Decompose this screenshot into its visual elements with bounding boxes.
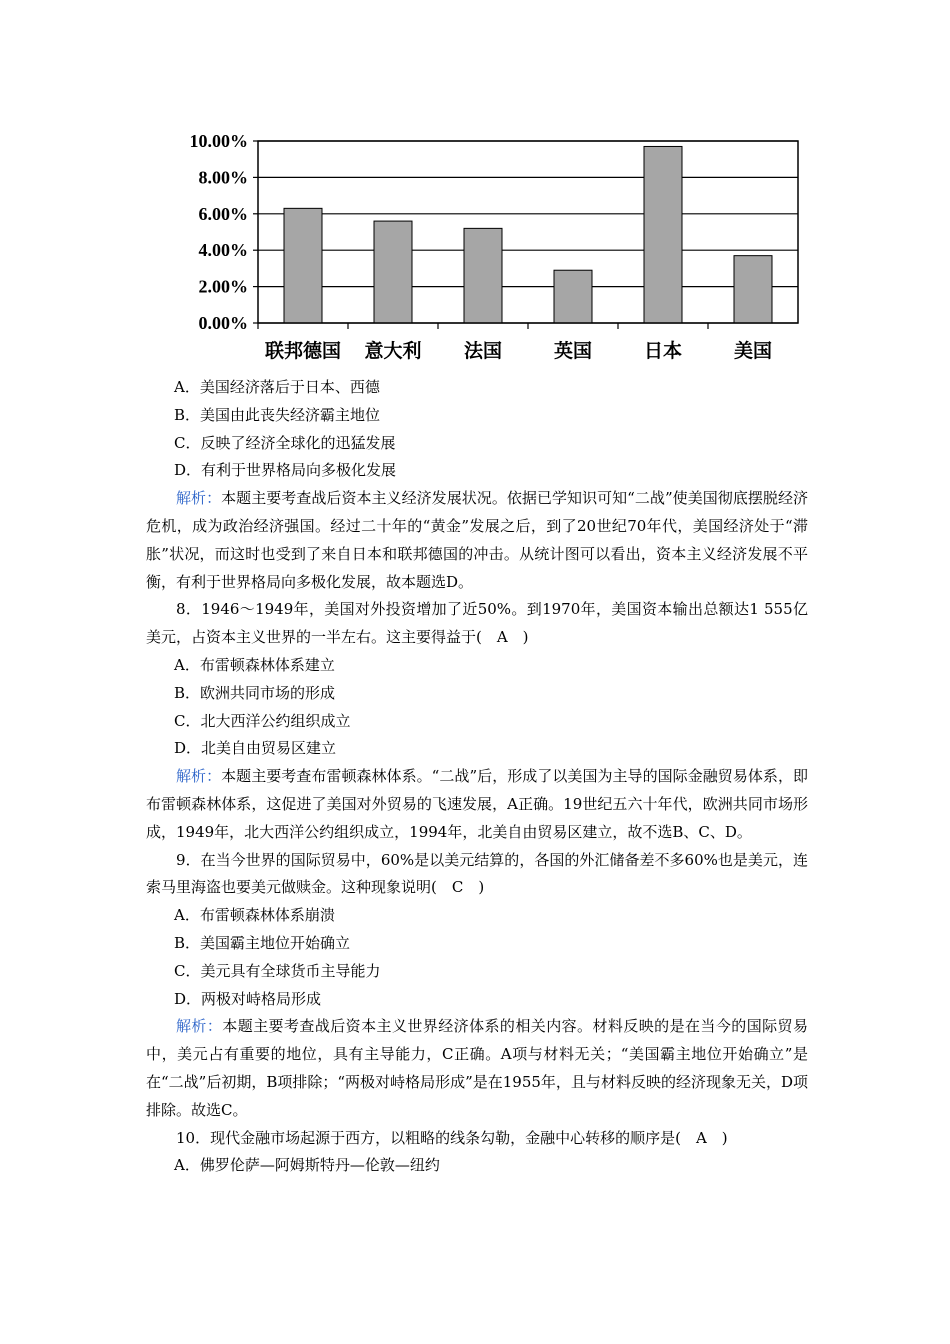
category-label: 意大利	[364, 340, 422, 362]
bar	[734, 256, 772, 323]
category-label: 英国	[553, 340, 593, 362]
chart-bars	[284, 146, 772, 323]
q8-option-c: C．北大西洋公约组织成立	[174, 711, 351, 730]
bar	[644, 146, 682, 323]
q7-analysis-text: 本题主要考查战后资本主义经济发展状况。依据已学知识可知“二战”使美国彻底摆脱经济危机，成为政治经济强国。经过二十年的“黄金”发展之后，到了20世纪70年代，美国经济处于“滞胀”状况，而这时也受到了来自日本和联邦德国的冲击。从统计图可以看出，资本主义经济发展不平衡，有利于世界格局向多极化发展，故本题选D。	[146, 489, 808, 591]
q9-analysis	[146, 1013, 808, 1124]
y-tick-label: 8.00%	[198, 167, 248, 188]
y-tick-label: 4.00%	[198, 240, 248, 261]
category-label: 联邦德国	[264, 340, 342, 362]
q7-option-c: C．反映了经济全球化的迅猛发展	[174, 433, 396, 452]
q7-analysis	[146, 485, 808, 596]
chart-gridlines	[258, 141, 798, 323]
q9-option-c: C．美元具有全球货币主导能力	[174, 961, 381, 980]
q9-option-b: B．美国霸主地位开始确立	[174, 933, 351, 952]
q9-option-a: A．布雷顿森林体系崩溃	[174, 906, 335, 925]
y-tick-label: 2.00%	[198, 276, 248, 297]
q8-option-a: A．布雷顿森林体系建立	[174, 655, 335, 674]
q9-stem: 9．在当今世界的国际贸易中，60%是以美元结算的，各国的外汇储备差不多60%也是美元，连索马里海盗也要美元做赎金。这种现象说明( C )	[146, 850, 808, 897]
q9-option-d: D．两极对峙格局形成	[174, 989, 322, 1008]
q8-analysis-text: 本题主要考查布雷顿森林体系。“二战”后，形成了以美国为主导的国际金融贸易体系，即布雷顿森林体系，这促进了美国对外贸易的飞速发展，A正确。19世纪五六十年代，欧洲共同市场形成，1949年，北大西洋公约组织成立，1994年，北美自由贸易区建立，故不选B、C、D。	[146, 767, 808, 841]
analysis-label: 解析：	[176, 1017, 223, 1036]
x-axis-category-labels	[258, 323, 772, 362]
q8-analysis	[146, 763, 808, 846]
plot-area-border	[258, 141, 798, 323]
y-axis-tick-labels	[190, 131, 259, 333]
q7-option-d: D．有利于世界格局向多极化发展	[174, 461, 397, 480]
y-tick-label: 0.00%	[198, 313, 248, 333]
q9-analysis-text: 本题主要考查战后资本主义世界经济体系的相关内容。材料反映的是在当今的国际贸易中，美元占有重要的地位，具有主导能力，C正确。A项与材料无关；“美国霸主地位开始确立”是在“二战”后初期，B项排除；“两极对峙格局形成”是在1955年，且与材料反映的经济现象无关，D项排除。故选C。	[146, 1017, 808, 1119]
bar	[374, 221, 412, 323]
y-tick-label: 10.00%	[189, 131, 248, 151]
category-label: 美国	[733, 340, 773, 362]
question-content	[146, 374, 808, 1180]
bar-chart	[170, 128, 810, 368]
q8-option-d: D．北美自由贸易区建立	[174, 739, 337, 758]
category-label: 日本	[643, 340, 683, 362]
q10-option-a: A．佛罗伦萨—阿姆斯特丹—伦敦—纽约	[174, 1156, 440, 1175]
q8-option-b: B．欧洲共同市场的形成	[174, 683, 336, 702]
q7-option-b: B．美国由此丧失经济霸主地位	[174, 405, 381, 424]
analysis-label: 解析：	[176, 767, 222, 786]
category-label: 法国	[463, 340, 503, 362]
bar	[284, 208, 322, 323]
y-tick-label: 6.00%	[198, 203, 248, 224]
q8-stem: 8．1946～1949年，美国对外投资增加了近50%。到1970年，美国资本输出总额达1 555亿美元，占资本主义世界的一半左右。这主要得益于( A )	[146, 600, 808, 647]
bar	[464, 228, 502, 323]
q7-option-a: A．美国经济落后于日本、西德	[174, 378, 380, 396]
analysis-label: 解析：	[176, 489, 222, 508]
q10-stem: 10．现代金融市场起源于西方，以粗略的线条勾勒，金融中心转移的顺序是( A )	[176, 1128, 728, 1147]
bar	[554, 270, 592, 323]
